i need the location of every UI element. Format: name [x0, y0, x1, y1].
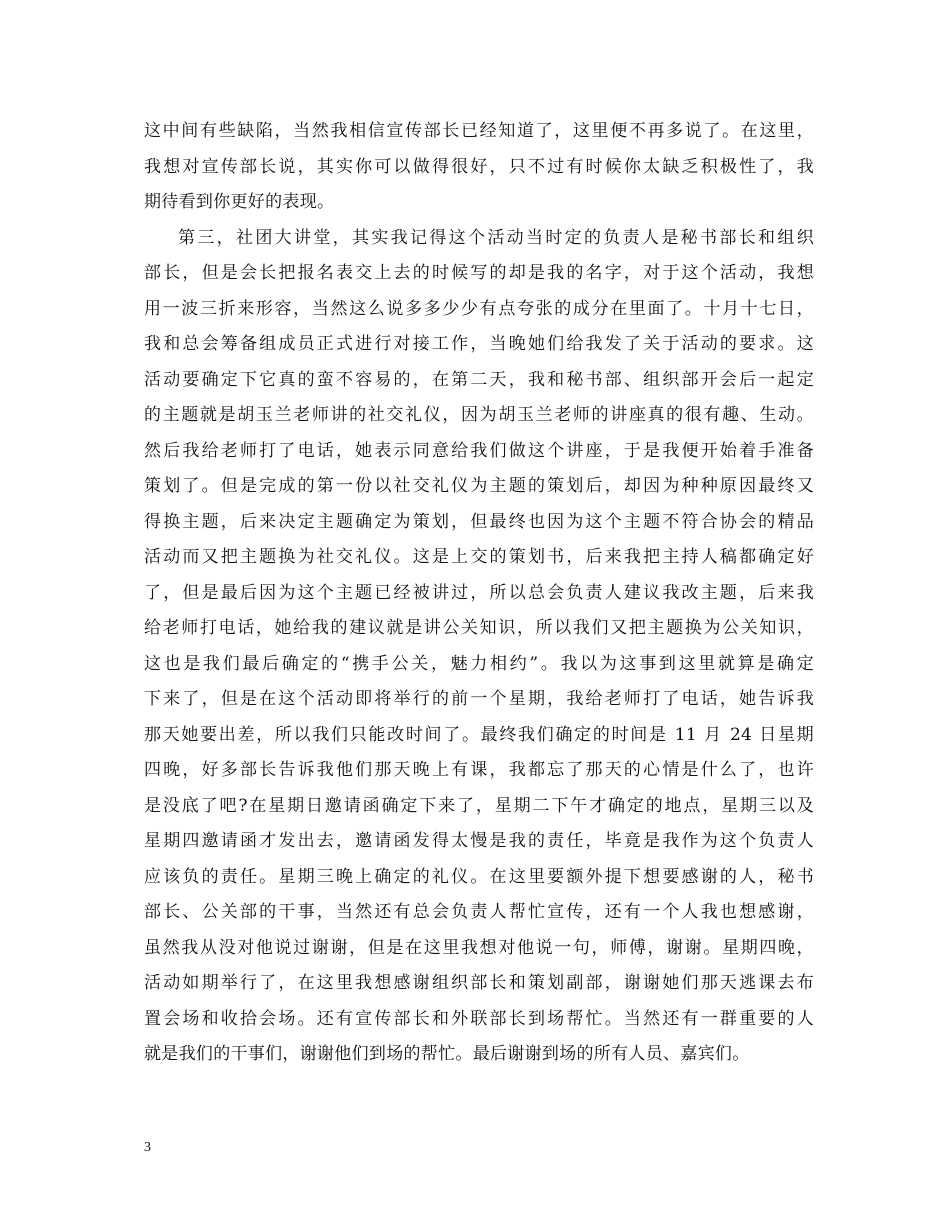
text-line: 这也是我们最后确定的“携手公关，魅力相约”。我以为这事到这里就算是确定 [144, 653, 814, 674]
text-line: 部长、公关部的干事，当然还有总会负责人帮忙宣传，还有一个人我也想感谢， [144, 902, 814, 922]
text-line: 我和总会筹备组成员正式进行对接工作，当晚她们给我发了关于活动的要求。这 [144, 334, 814, 354]
page-number: 3 [144, 1140, 151, 1155]
text-line: 下来了，但是在这个活动即将举行的前一个星期，我给老师打了电话，她告诉我 [144, 689, 814, 709]
paragraph-first-line: 第三，社团大讲堂，其实我记得这个活动当时定的负责人是秘书部长和组织 [178, 227, 814, 248]
text-line: 虽然我从没对他说过谢谢，但是在这里我想对他说一句，师傅，谢谢。星期四晚， [144, 937, 814, 958]
text-line: 那天她要出差，所以我们只能改时间了。最终我们确定的时间是 11 月 24 日星期 [144, 724, 814, 745]
text-line: 应该负的责任。星期三晚上确定的礼仪。在这里要额外提下想要感谢的人，秘书 [144, 866, 814, 887]
text-line: 期待看到你更好的表现。 [144, 192, 335, 212]
text-line: 这中间有些缺陷，当然我相信宣传部长已经知道了，这里便不再多说了。在这里， [144, 121, 814, 141]
text-line: 得换主题，后来决定主题确定为策划，但最终也因为这个主题不符合协会的精品 [144, 511, 814, 532]
text-line: 置会场和收拾会场。还有宣传部长和外联部长到场帮忙。当然还有一群重要的人 [144, 1008, 814, 1029]
text-line: 星期四邀请函才发出去，邀请函发得太慢是我的责任，毕竟是我作为这个负责人 [144, 831, 814, 851]
text-line: 我想对宣传部长说，其实你可以做得很好，只不过有时候你太缺乏积极性了，我 [144, 156, 814, 177]
text-line: 活动而又把主题换为社交礼仪。这是上交的策划书，后来我把主持人稿都确定好 [144, 547, 814, 567]
text-line: 的主题就是胡玉兰老师讲的社交礼仪，因为胡玉兰老师的讲座真的很有趣、生动。 [144, 405, 814, 425]
text-line: 四晚，好多部长告诉我他们那天晚上有课，我都忘了那天的心情是什么了，也许 [144, 760, 814, 780]
text-line: 了，但是最后因为这个主题已经被讲过，所以总会负责人建议我改主题，后来我 [144, 582, 814, 603]
text-line: 活动要确定下它真的蛮不容易的，在第二天，我和秘书部、组织部开会后一起定 [144, 369, 814, 390]
body-text [144, 114, 814, 1073]
text-line: 然后我给老师打了电话，她表示同意给我们做这个讲座，于是我便开始着手准备 [144, 440, 814, 461]
text-line: 是没底了吧?在星期日邀请函确定下来了，星期二下午才确定的地点，星期三以及 [144, 795, 814, 816]
text-line: 活动如期举行了，在这里我想感谢组织部长和策划副部，谢谢她们那天逃课去布 [144, 973, 814, 993]
text-line: 给老师打电话，她给我的建议就是讲公关知识，所以我们又把主题换为公关知识， [144, 618, 814, 638]
text-line: 用一波三折来形容，当然这么说多多少少有点夸张的成分在里面了。十月十七日， [144, 298, 814, 319]
text-line: 策划了。但是完成的第一份以社交礼仪为主题的策划后，却因为种种原因最终又 [144, 476, 814, 496]
text-line: 就是我们的干事们，谢谢他们到场的帮忙。最后谢谢到场的所有人员、嘉宾们。 [144, 1044, 750, 1064]
text-line: 部长，但是会长把报名表交上去的时候写的却是我的名字，对于这个活动，我想 [144, 263, 814, 283]
